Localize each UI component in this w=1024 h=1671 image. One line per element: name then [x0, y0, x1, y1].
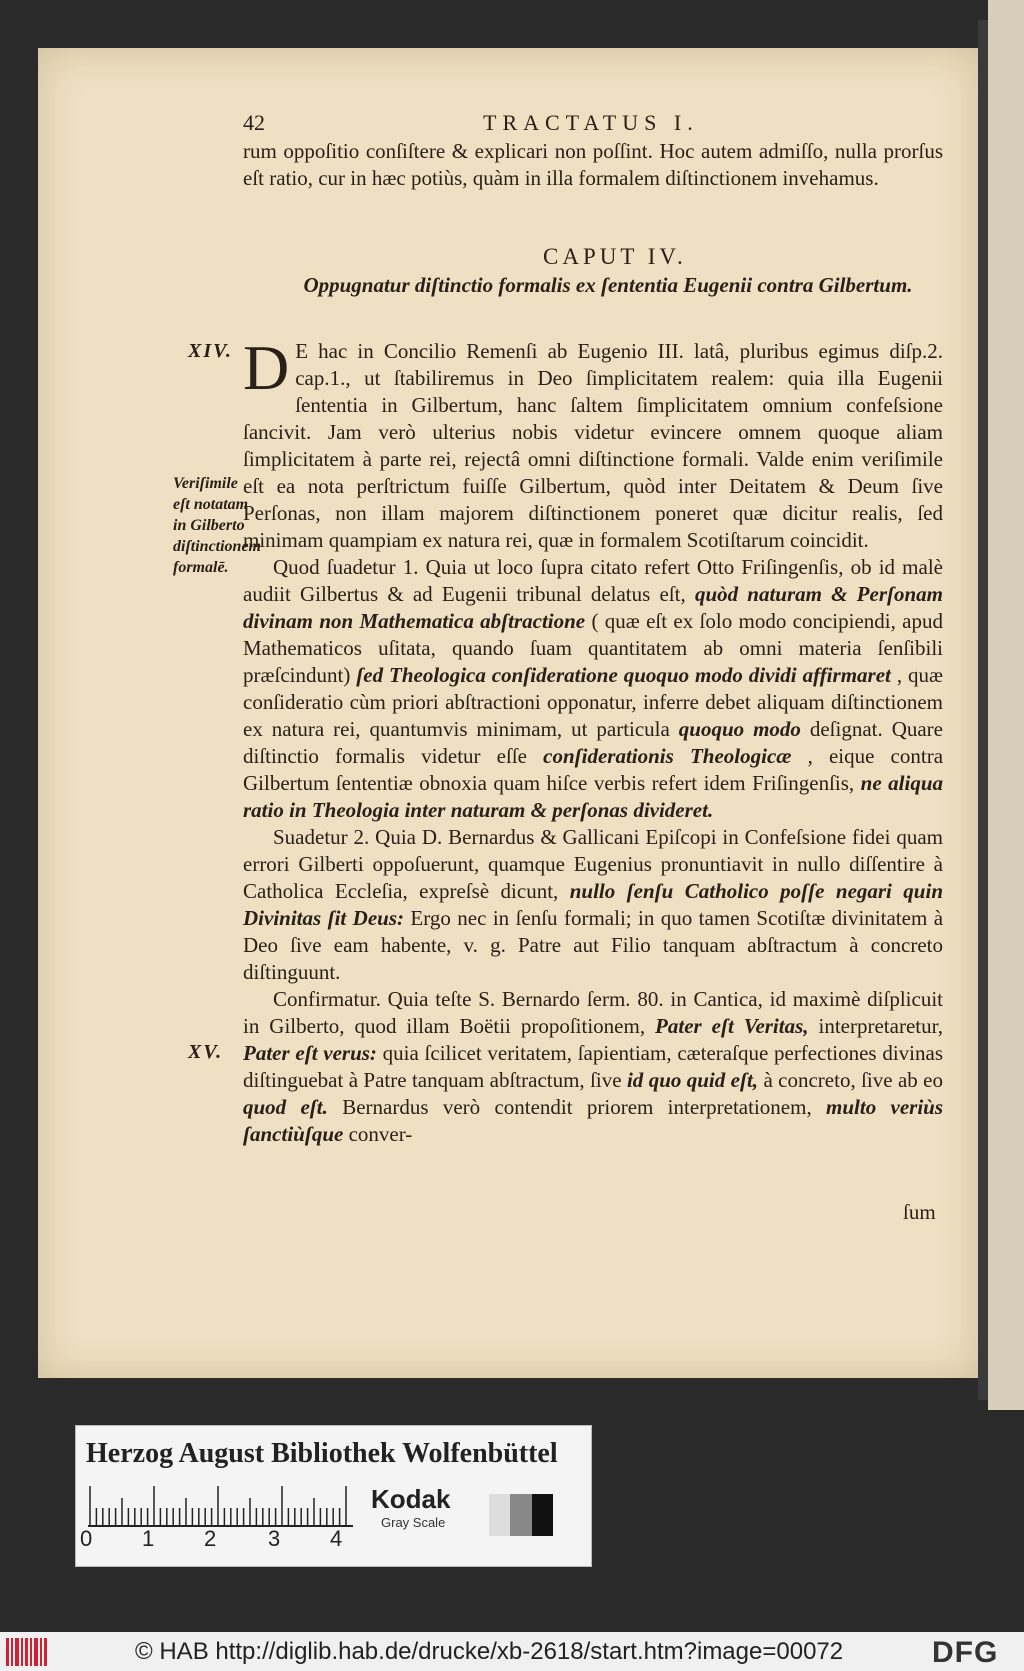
paragraph-3: Suadetur 2. Quia D. Bernardus & Gallicani Epiſcopi in Confeſsione fidei quam errori Gilberti oppoſuerunt, quamque Eugenius pronuntiavit in nullo diſſentire à Catholica Eccleſia, expreſsè dicunt, nullo ſenſu Catholico poſſe negari quin Divinitas ſit Deus: Ergo nec in ſenſu formali; in quo tamen Scotiſtæ divinitatem à Deo ſive eam habente, v. g. Patre aut Filio tanquam abſtractum à concreto diſtinguunt.	[243, 825, 944, 984]
ruler-number: 0	[80, 1526, 93, 1551]
page-header	[243, 110, 943, 140]
page-content	[38, 48, 978, 1378]
catchword: ſum	[903, 1200, 936, 1224]
paragraph-4: Confirmatur. Quia teſte S. Bernardo ſerm. 80. in Cantica, id maximè diſplicuit in Gilberto, quod illam Boëtii propoſitionem, Pater eſt Veritas, interpretaretur, Pater eſt verus: quia ſcilicet veritatem, ſapientiam, cæteraſque perfectiones divinas diſtinguebat à Patre tanquam abſtractum, ſive id quo quid eſt, à concreto, ſive ab eo quod eſt. Bernardus verò contendit priorem interpretationem, multo veriùs ſanctiùſque conver-	[243, 987, 944, 1146]
chapter-title: CAPUT IV.	[543, 244, 687, 269]
kodak-mark	[371, 1484, 450, 1530]
barcode-icon	[6, 1638, 48, 1666]
facing-page-edge	[988, 0, 1024, 1410]
footer-link[interactable]: © HAB http://diglib.hab.de/drucke/xb-2618/start.htm?image=00072	[135, 1638, 844, 1665]
ruler-scale	[88, 1486, 358, 1530]
paragraph-2: Quod ſuadetur 1. Quia ut loco ſupra citato refert Otto Friſingenſis, ob id malè audiit Gilbertus & ad Eugenii tribunal delatus eſt, quòd naturam & Perſonam divinam non Mathematica abſtractione ( quæ eſt ex ſolo modo concipiendi, apud Mathematicos uſitata, quando ſuam quantitatem ab omni materia ſenſibili præſcindunt) ſed Theologica conſideratione quoquo modo dividi affirmaret , quæ conſideratio cùm priori abſtractioni opponatur, inferre debet aliquam diſtinctionem ex natura rei, quantumvis minimam, ut particula quoquo modo deſignat. Quare diſtinctio formalis videtur eſſe conſiderationis Theologicæ , eique contra Gilbertum ſententiæ obnoxia quam hiſce verbis refert idem Friſingenſis, ne aliqua ratio in Theologia inter naturam & perſonas divideret.	[243, 555, 944, 822]
ruler-number: 3	[268, 1526, 281, 1551]
kodak-subtitle: Gray Scale	[381, 1515, 446, 1530]
gray-scale-patches	[489, 1494, 553, 1536]
library-title: Herzog August Bibliothek Wolfenbüttel	[86, 1438, 558, 1469]
margin-number-14: XIV.	[188, 340, 233, 362]
intro-text: rum oppoſitio conſiſtere & explicari non poſſint. Hoc autem admiſſo, nulla prorſus eſt ratio, cur in hæc potiùs, quàm in illa formalem diſtinctionem invehamus.	[243, 139, 943, 190]
chapter-subtitle: Oppugnatur diſtinctio formalis ex ſententia Eugenii contra Gilbertum.	[303, 273, 913, 297]
margin-number-15: XV.	[188, 1041, 224, 1063]
library-label	[75, 1425, 592, 1567]
body-text	[243, 332, 944, 1148]
margin-note: Veriſimile eſt notatam in Gilberto diſtinctionem formalē.	[173, 475, 261, 576]
page-number: 42	[243, 110, 265, 135]
gutter-shadow	[978, 20, 988, 1400]
ruler-number: 1	[142, 1526, 155, 1551]
dfg-logo: DFG	[932, 1636, 999, 1669]
running-title: TRACTATUS I.	[483, 110, 699, 135]
book-page	[38, 48, 978, 1378]
ruler-number: 2	[204, 1526, 217, 1551]
ruler-number: 4	[330, 1526, 343, 1551]
kodak-name: Kodak	[371, 1484, 451, 1514]
footer-bar	[0, 1632, 1024, 1671]
paragraph-1: D E hac in Concilio Remenſi ab Eugenio III. latâ, pluribus egimus diſp.2. cap.1., ut ſtabiliremus in Deo ſimplicitatem realem: quia illa Eugenii ſententia in Gilbertum, hanc ſaltem ſimplicitatem omnium confeſsione ſancivit. Jam verò ulterius nobis videtur evincere omnem quoque aliam ſimplicitatem à parte rei, rejectâ omni diſtinctione formali. Valde enim veriſimile eſt ea nota perſtrictum fuiſſe Gilbertum, quòd inter Deitatem & Deum ſive Perſonas, non illam majorem diſtinctionem poneret quæ dicitur realis, ſed minimam quampiam ex natura rei, quæ in formalem Scotiſtarum coincidit.	[243, 332, 943, 552]
dropcap: D	[243, 332, 290, 403]
